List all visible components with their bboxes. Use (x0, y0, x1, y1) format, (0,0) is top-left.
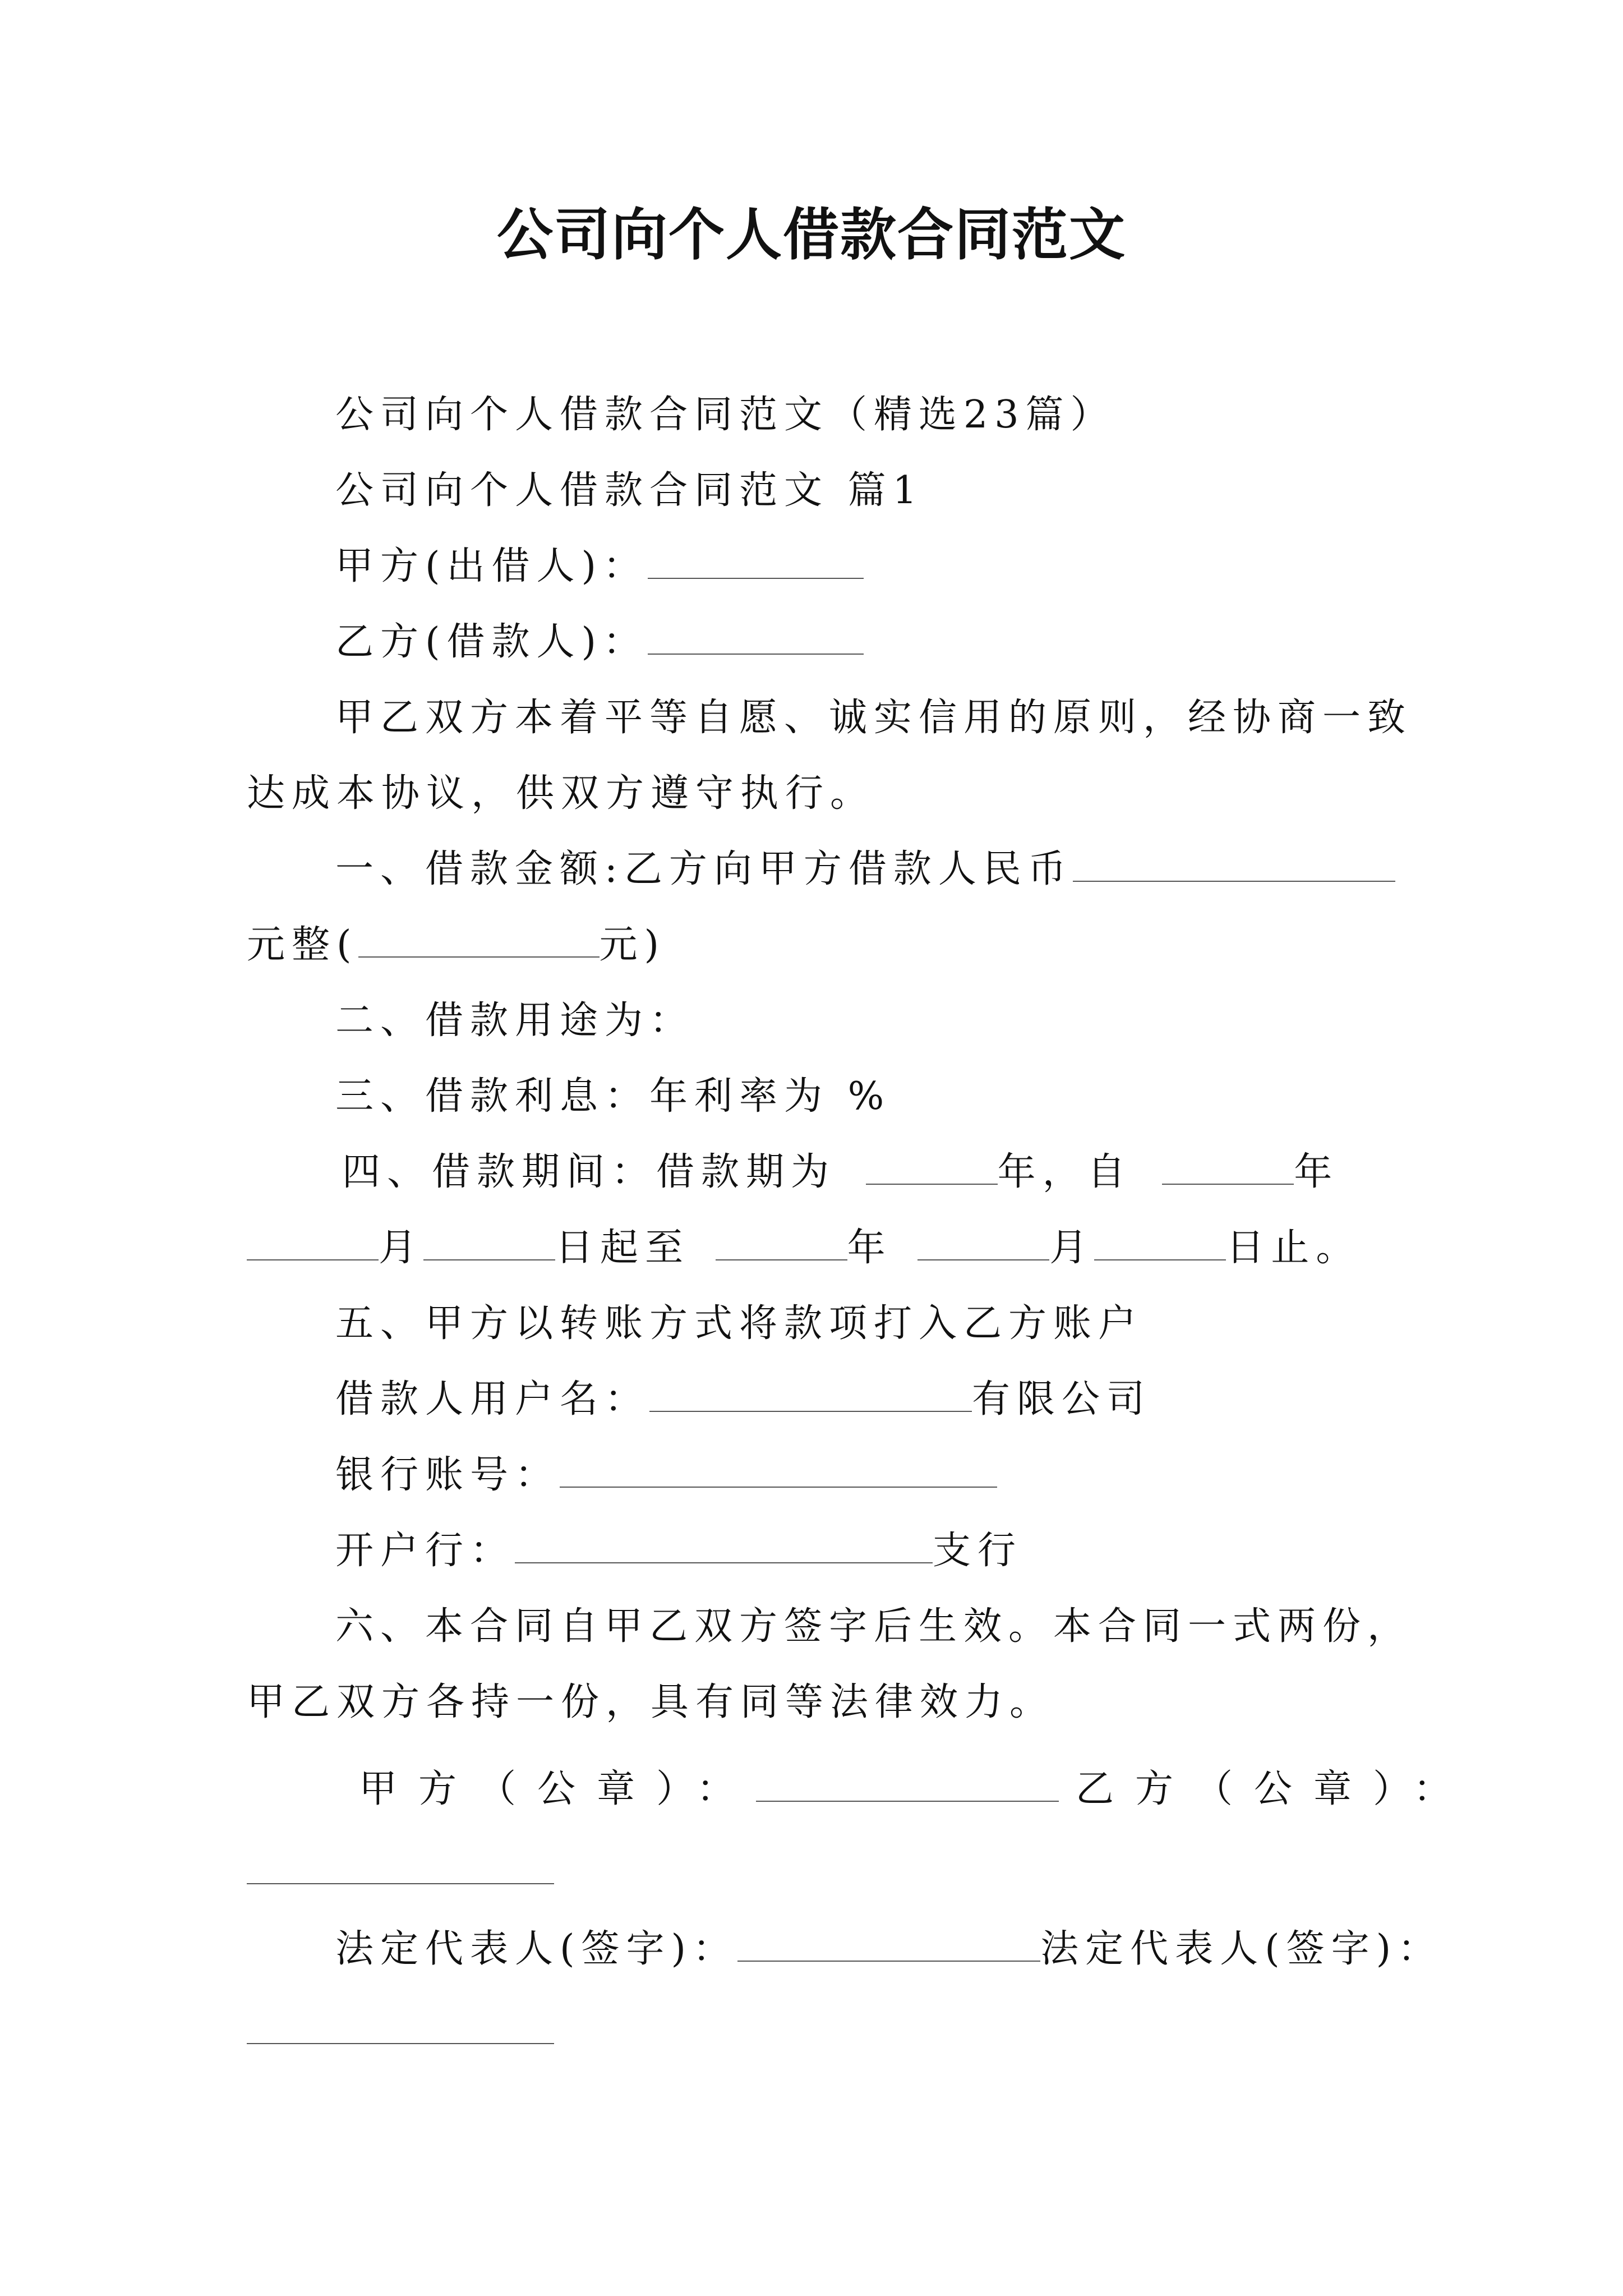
item4-label: 四、借款期间：借款期为 (342, 1150, 836, 1194)
bank-account-line (335, 1450, 997, 1501)
seal-line (359, 1764, 1473, 1815)
rep-a-blank (737, 1927, 1040, 1962)
bank-account-label: 银行账号： (335, 1453, 560, 1497)
item4-years-blank (866, 1150, 998, 1185)
item6-line-1: 六、本合同自甲乙双方签字后生效。本合同一式两份， (335, 1604, 1413, 1649)
item4-end-month-suffix: 月 (1049, 1226, 1095, 1270)
rep-b-label: 法定代表人(签字)： (1040, 1927, 1443, 1971)
seal-a-blank (756, 1767, 1059, 1802)
intro-line-1: 甲乙双方本着平等自愿、诚实信用的原则，经协商一致 (335, 696, 1413, 740)
representative-line (335, 1924, 1442, 1975)
rep-a-label: 法定代表人(签字)： (335, 1927, 738, 1971)
subtitle: 公司向个人借款合同范文（精选23篇） (335, 393, 1115, 437)
bank-branch-line (335, 1526, 1022, 1576)
item6-line-2: 甲乙双方各持一份，具有同等法律效力。 (247, 1680, 1055, 1724)
item4-start-day-suffix: 日起至 (555, 1226, 690, 1270)
document-title: 公司向个人借款合同范文 (497, 201, 1126, 268)
party-b-line (335, 617, 864, 668)
bank-branch-label: 开户行： (335, 1529, 515, 1573)
account-name-blank (649, 1377, 972, 1412)
item4-start-month-blank (247, 1226, 379, 1260)
party-a-blank (648, 544, 864, 579)
item1-label: 一、借款金额:乙方向甲方借款人民币 (335, 847, 1073, 891)
item4-start-year-suffix: 年 (1294, 1150, 1339, 1194)
item4-end-year-suffix: 年 (847, 1226, 892, 1270)
party-b-label: 乙方(借款人)： (335, 620, 648, 664)
item4-start-year-blank (1162, 1150, 1294, 1185)
item4-line-1 (342, 1147, 1339, 1198)
rep-b-blank (247, 2042, 554, 2044)
section-heading: 公司向个人借款合同范文 篇1 (335, 468, 924, 513)
bank-branch-suffix: 支行 (933, 1529, 1023, 1573)
intro-line-2: 达成本协议，供双方遵守执行。 (247, 771, 875, 816)
bank-branch-blank (515, 1529, 933, 1563)
item4-start-day-blank (423, 1226, 555, 1260)
account-name-line (335, 1374, 1151, 1425)
item3: 三、借款利息：年利率为 % (335, 1074, 891, 1119)
party-b-blank (648, 620, 864, 655)
item1-amount-blank (1073, 847, 1395, 882)
item4-end-month-blank (917, 1226, 1049, 1260)
item5: 五、甲方以转账方式将款项打入乙方账户 (335, 1301, 1144, 1346)
item4-start-month-suffix: 月 (379, 1226, 424, 1270)
item4-end-year-blank (716, 1226, 847, 1260)
seal-a-label: 甲方（公章）： (359, 1767, 757, 1811)
account-name-label: 借款人用户名： (335, 1377, 650, 1421)
item4-end-day-blank (1094, 1226, 1226, 1260)
item1-yuan-close: 元) (599, 923, 666, 967)
item2: 二、借款用途为： (335, 999, 695, 1043)
item1-line-1 (335, 844, 1395, 895)
item4-years-suffix: 年，自 (997, 1150, 1132, 1194)
item4-end-day-suffix: 日止。 (1226, 1226, 1361, 1270)
seal-b-label: 乙方（公章）： (1076, 1767, 1473, 1811)
seal-b-blank (247, 1882, 554, 1884)
account-name-suffix: 有限公司 (972, 1377, 1152, 1421)
item1-yuan-label: 元整( (247, 923, 358, 967)
item1-number-blank (358, 923, 600, 958)
party-a-label: 甲方(出借人)： (335, 544, 648, 588)
bank-account-blank (560, 1453, 997, 1488)
item1-line-2 (247, 920, 666, 970)
item4-line-2 (247, 1223, 1361, 1273)
party-a-line (335, 541, 864, 592)
